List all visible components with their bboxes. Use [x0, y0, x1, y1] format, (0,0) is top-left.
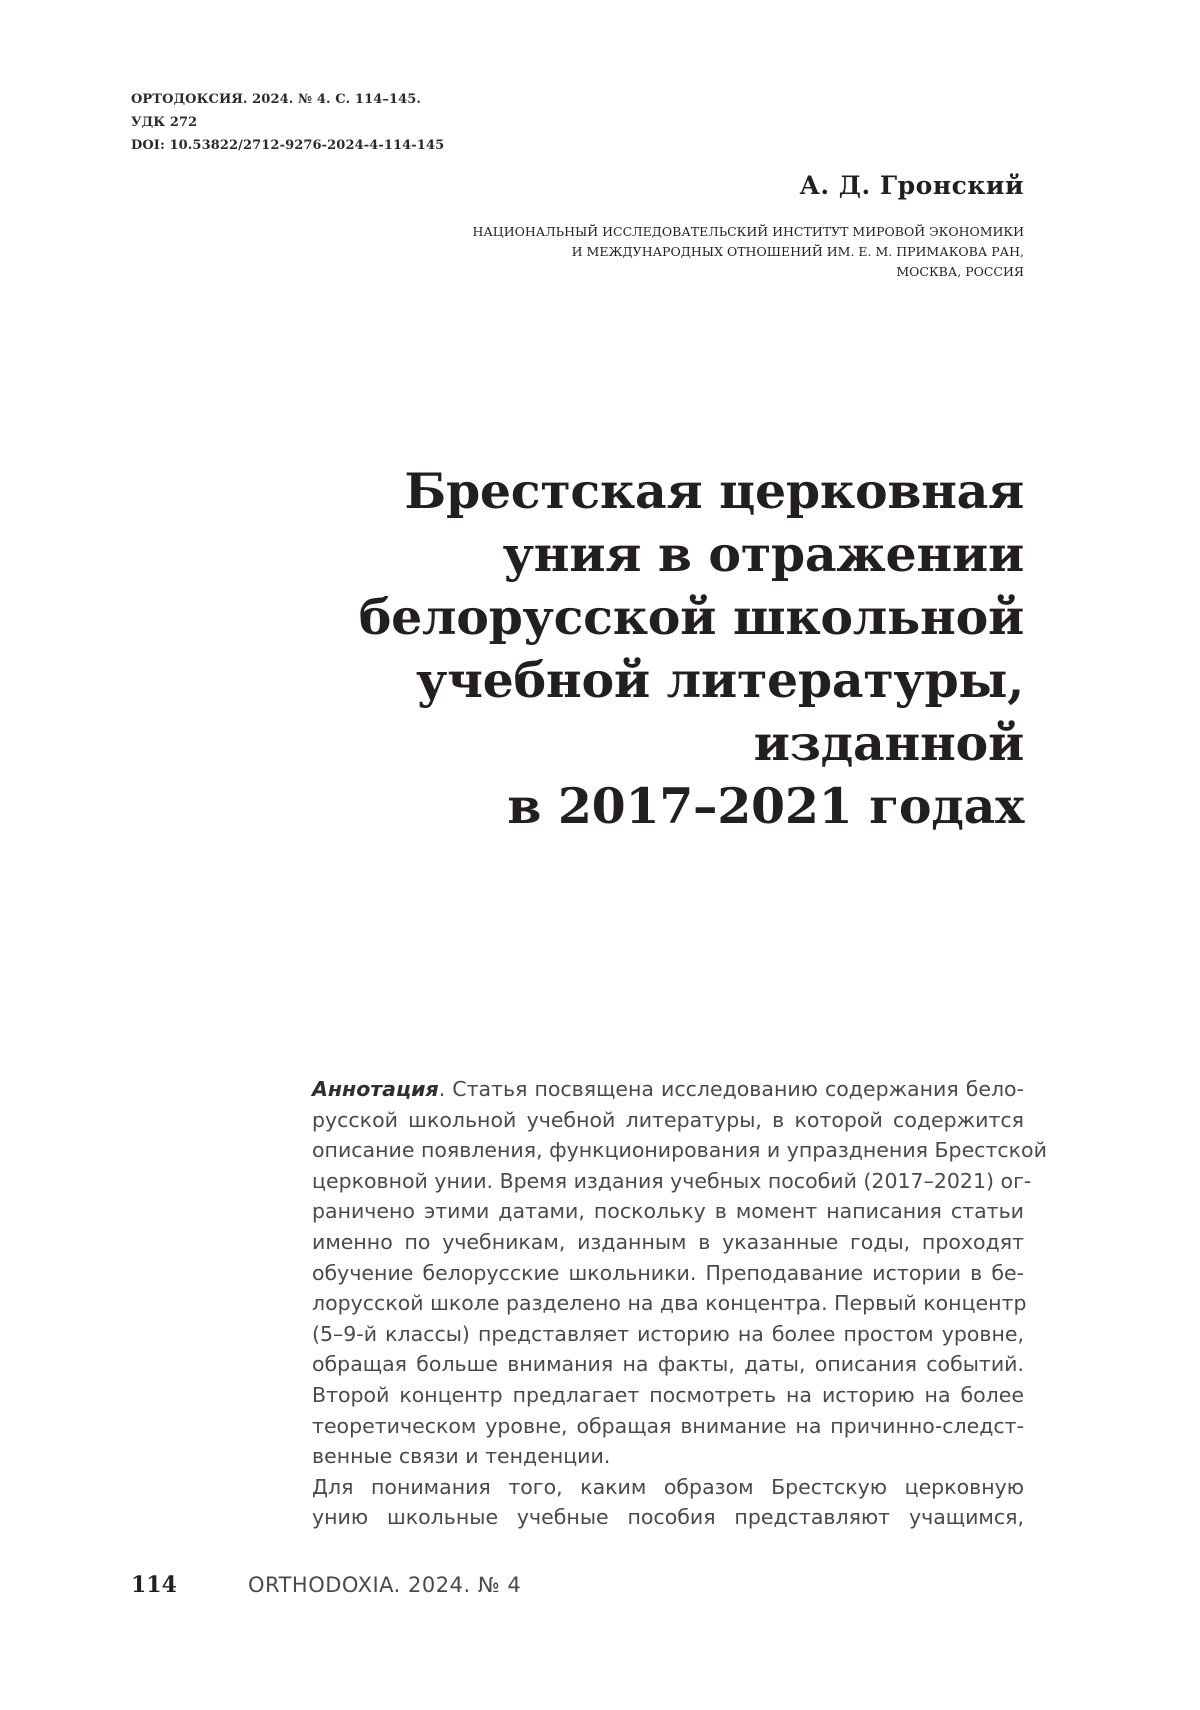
- abstract-line: [312, 1074, 1024, 1105]
- bibliographic-header: [131, 88, 444, 157]
- abstract-line: именно по учебникам, изданным в указанные годы, проходят: [312, 1229, 1024, 1254]
- udk-line: УДК 272: [131, 115, 198, 130]
- abstract-line: раничено этими датами, поскольку в момент написания статьи: [312, 1199, 1024, 1224]
- title-line: изданной: [753, 714, 1024, 772]
- abstract-line: описание появления, функционирования и упразднения Брестской: [312, 1138, 1047, 1163]
- journal-running-footer: ORTHODOXIA. 2024. № 4: [248, 1573, 522, 1597]
- abstract-label: Аннотация: [312, 1077, 439, 1101]
- author-name: А. Д. Гронский: [799, 171, 1024, 200]
- title-line: учебной литературы,: [416, 651, 1024, 709]
- abstract-line: лорусской школе разделено на два концентра. Первый концентр: [312, 1291, 1027, 1316]
- title-line: в 2017–2021 годах: [507, 777, 1024, 835]
- abstract-line: венные связи и тенденции.: [312, 1444, 611, 1469]
- abstract-line: обучение белорусские школьники. Преподавание истории в бе-: [312, 1260, 1024, 1285]
- affiliation-line: МОСКВА, РОССИЯ: [896, 264, 1024, 279]
- page-number: 114: [131, 1572, 177, 1598]
- abstract-line: Второй концентр предлагает посмотреть на историю на более: [312, 1382, 1024, 1407]
- abstract-line: русской школьной учебной литературы, в которой содержится: [312, 1107, 1024, 1132]
- title-line: уния в отражении: [502, 525, 1024, 583]
- abstract-text: . Статья посвящена исследованию содержания бело-: [438, 1077, 1024, 1101]
- abstract-line: церковной унии. Время издания учебных пособий (2017–2021) ог-: [312, 1168, 1032, 1193]
- abstract: [312, 1074, 1047, 1533]
- doi-line: DOI: 10.53822/2712-9276-2024-4-114-145: [131, 138, 445, 153]
- abstract-line: (5–9-й классы) представляет историю на более простом уровне,: [312, 1321, 1024, 1346]
- abstract-line: унию школьные учебные пособия представляют учащимся,: [312, 1505, 1024, 1530]
- title-line: белорусской школьной: [358, 588, 1024, 646]
- article-title: [359, 460, 1024, 838]
- citation-line: ОРТОДОКСИЯ. 2024. № 4. С. 114–145.: [131, 92, 422, 107]
- affiliation-line: И МЕЖДУНАРОДНЫХ ОТНОШЕНИЙ ИМ. Е. М. ПРИМАКОВА РАН,: [571, 244, 1024, 259]
- title-line: Брестская церковная: [404, 462, 1024, 520]
- abstract-line: Для понимания того, каким образом Брестскую церковную: [312, 1474, 1024, 1499]
- abstract-line: обращая больше внимания на факты, даты, описания событий.: [312, 1352, 1024, 1377]
- author-affiliation: [472, 222, 1024, 282]
- affiliation-line: НАЦИОНАЛЬНЫЙ ИССЛЕДОВАТЕЛЬСКИЙ ИНСТИТУТ МИРОВОЙ ЭКОНОМИКИ: [472, 224, 1024, 239]
- abstract-line: теоретическом уровне, обращая внимание на причинно-следст-: [312, 1413, 1024, 1438]
